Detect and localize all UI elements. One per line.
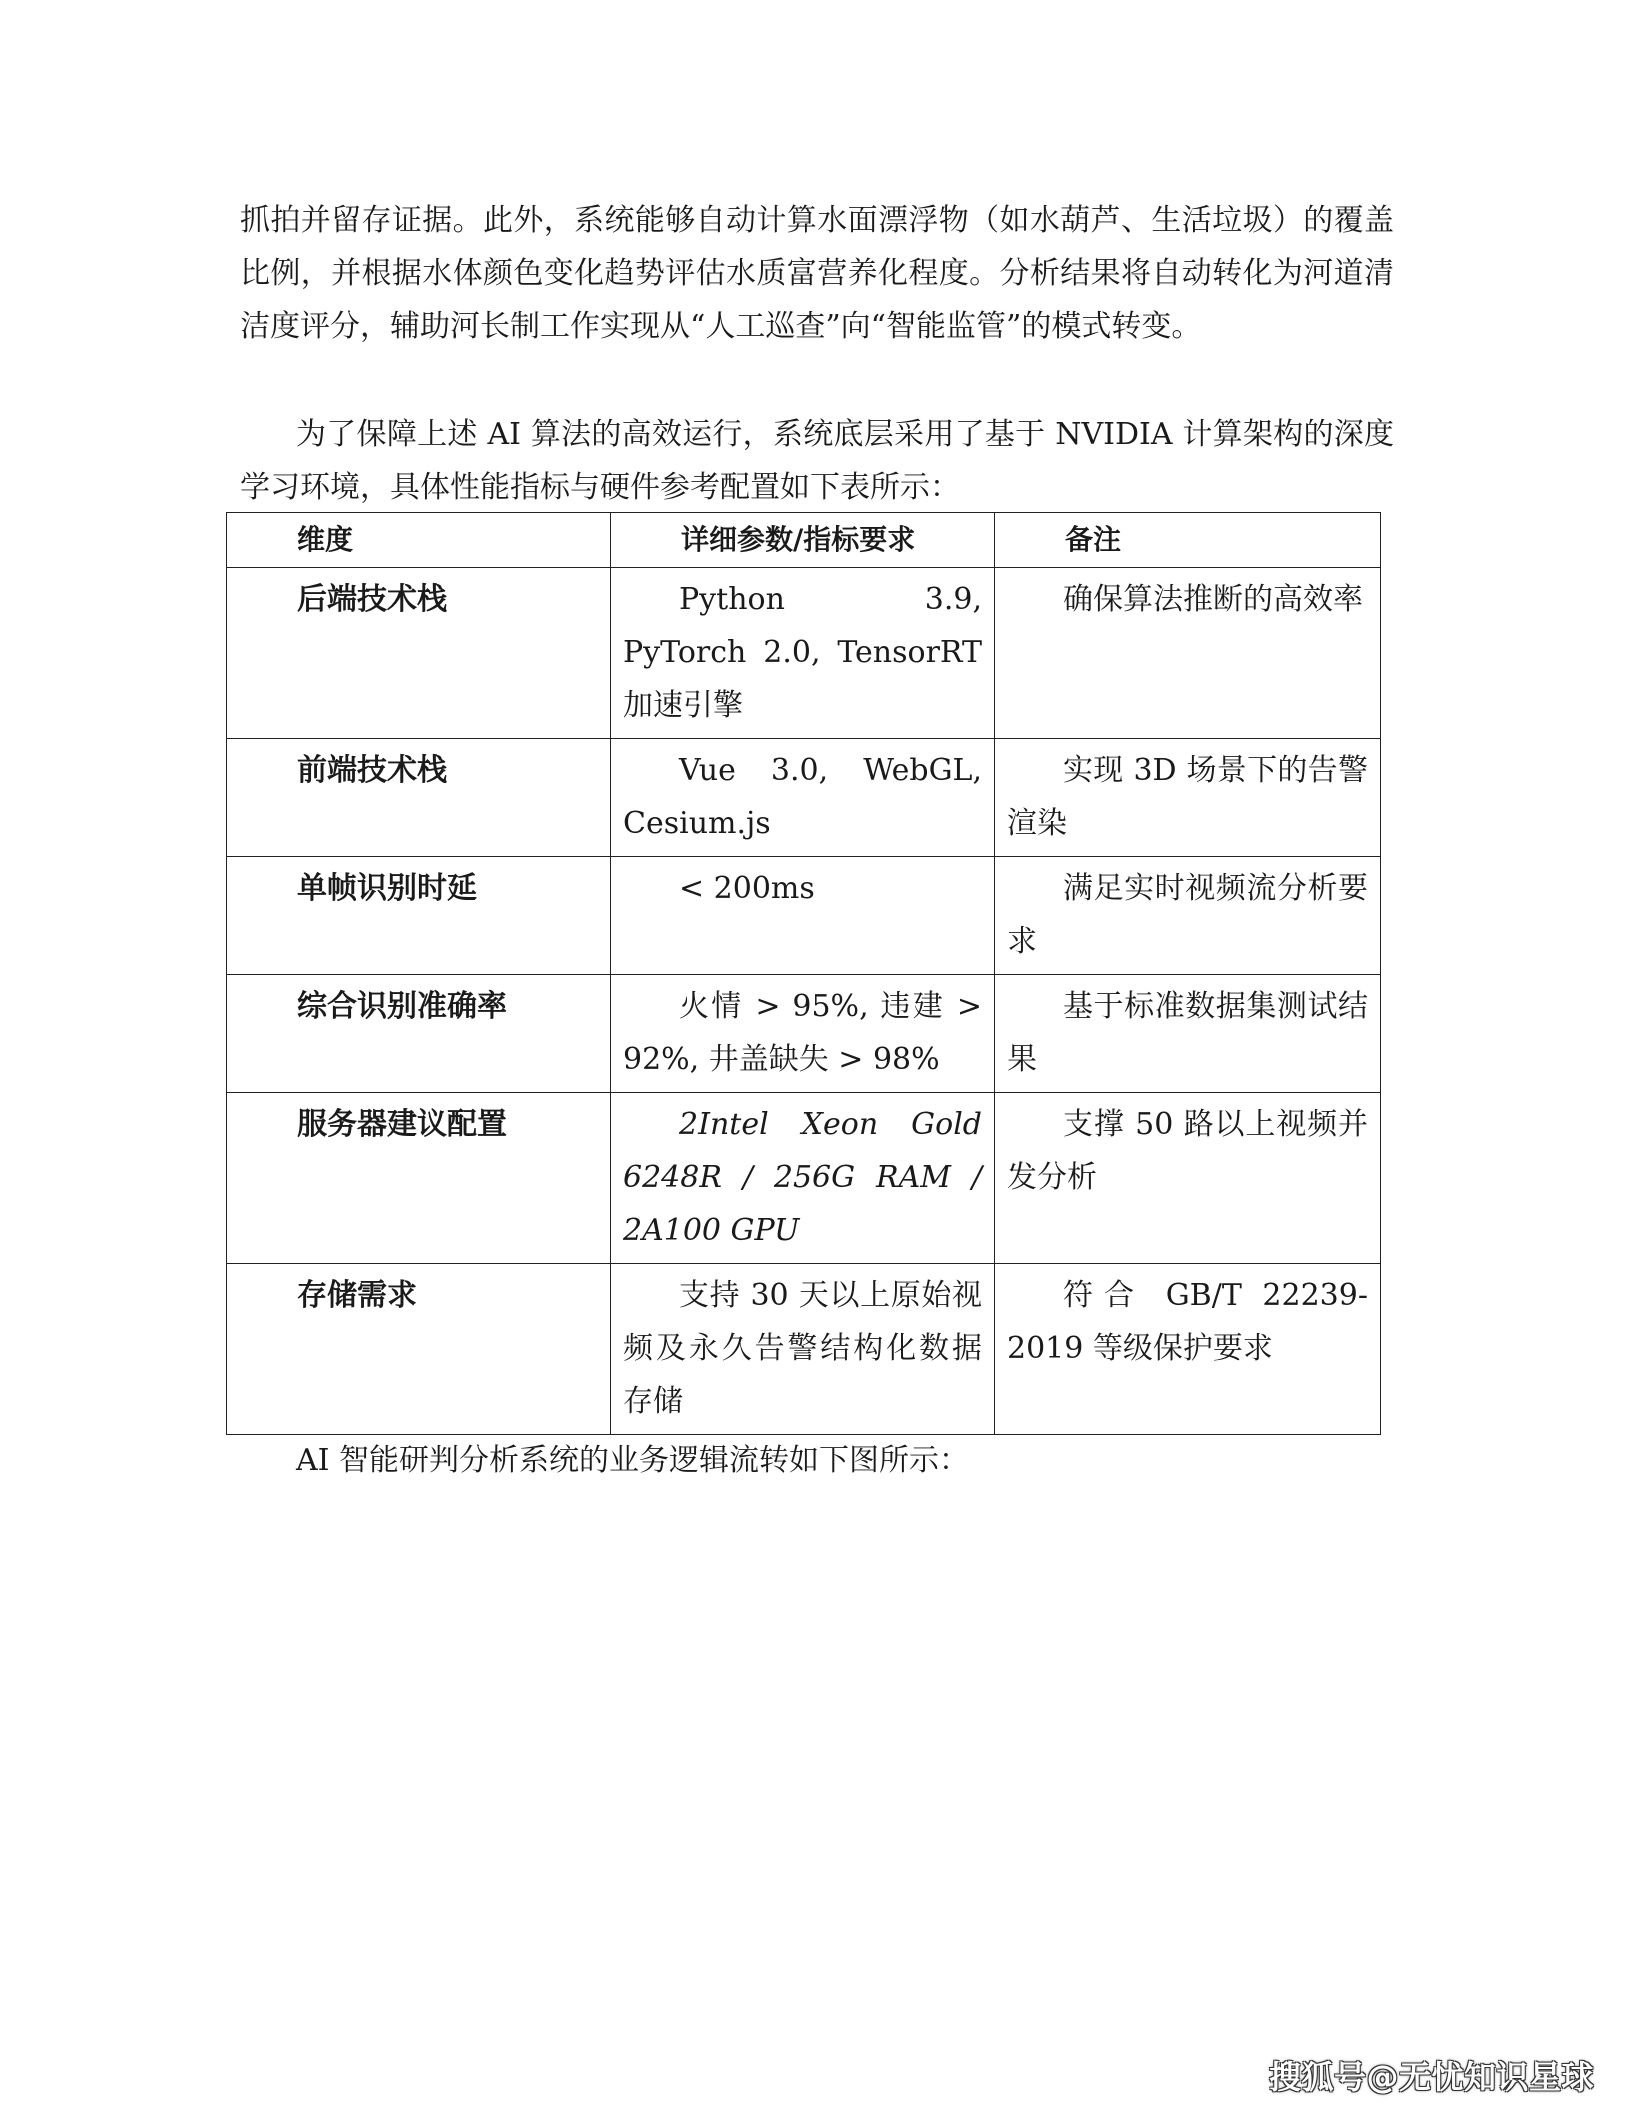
cell-note: 满足实时视频流分析要求 <box>995 857 1381 975</box>
header-note: 备注 <box>995 513 1381 568</box>
table-header-row <box>227 513 1381 568</box>
cell-value: Python 3.9, PyTorch 2.0, TensorRT 加速引擎 <box>611 568 995 739</box>
table-row <box>227 857 1381 975</box>
watermark: 搜狐号@无忧知识星球 <box>1268 2058 1594 2096</box>
spec-table <box>226 512 1381 1435</box>
cell-dimension: 服务器建议配置 <box>227 1093 611 1264</box>
paragraph-flow-intro: AI 智能研判分析系统的业务逻辑流转如下图所示： <box>296 1443 970 1478</box>
cell-value: < 200ms <box>611 857 995 975</box>
cell-dimension: 单帧识别时延 <box>227 857 611 975</box>
table-row <box>227 568 1381 739</box>
cell-dimension: 前端技术栈 <box>227 739 611 857</box>
cell-value: 2Intel Xeon Gold 6248R / 256G RAM / 2A100 GPU <box>611 1093 995 1264</box>
cell-dimension: 后端技术栈 <box>227 568 611 739</box>
header-value: 详细参数/指标要求 <box>611 513 995 568</box>
paragraph-table-intro: 为了保障上述 AI 算法的高效运行，系统底层采用了基于 NVIDIA 计算架构的深度学习环境，具体性能指标与硬件参考配置如下表所示： <box>240 417 1394 505</box>
cell-dimension: 综合识别准确率 <box>227 975 611 1093</box>
paragraph-intro: 抓拍并留存证据。此外，系统能够自动计算水面漂浮物（如水葫芦、生活垃圾）的覆盖比例，并根据水体颜色变化趋势评估水质富营养化程度。分析结果将自动转化为河道清洁度评分，辅助河长制工作实现从“人工巡查”向“智能监管”的模式转变。 <box>240 203 1394 344</box>
cell-note: 确保算法推断的高效率 <box>995 568 1381 739</box>
table-row <box>227 1264 1381 1435</box>
cell-note: 符合 GB/T 22239-2019 等级保护要求 <box>995 1264 1381 1435</box>
cell-value: 支持 30 天以上原始视频及永久告警结构化数据存储 <box>611 1264 995 1435</box>
cell-note: 实现 3D 场景下的告警渲染 <box>995 739 1381 857</box>
table-row <box>227 739 1381 857</box>
table-row <box>227 1093 1381 1264</box>
cell-note: 基于标准数据集测试结果 <box>995 975 1381 1093</box>
cell-note: 支撑 50 路以上视频并发分析 <box>995 1093 1381 1264</box>
table-row <box>227 975 1381 1093</box>
cell-dimension: 存储需求 <box>227 1264 611 1435</box>
header-dimension: 维度 <box>227 513 611 568</box>
cell-value: Vue 3.0, WebGL, Cesium.js <box>611 739 995 857</box>
cell-value: 火情 > 95%, 违建 > 92%, 井盖缺失 > 98% <box>611 975 995 1093</box>
